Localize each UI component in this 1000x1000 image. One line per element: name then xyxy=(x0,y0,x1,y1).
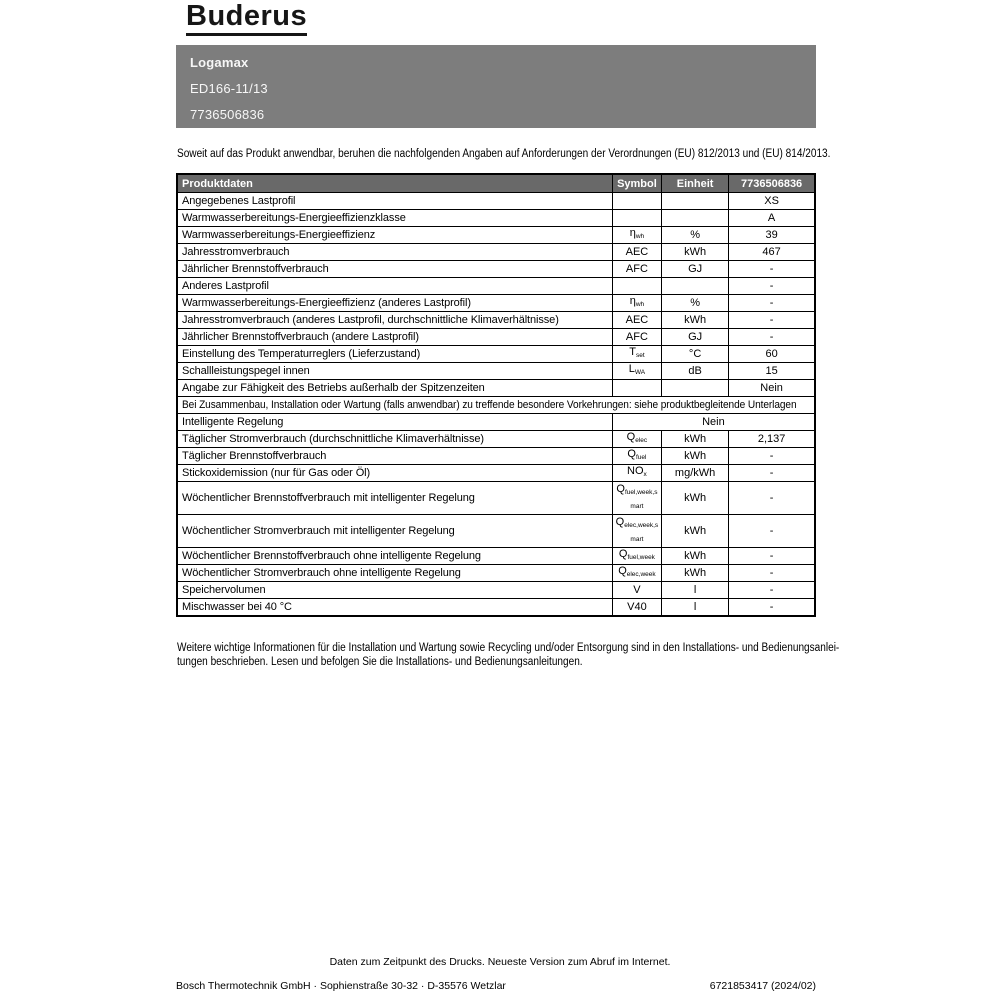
table-row xyxy=(177,193,815,210)
row-label: Jahresstromverbrauch (anderes Lastprofil, durchschnittliche Klimaverhältnisse) xyxy=(177,312,612,329)
table-row xyxy=(177,227,815,244)
row-symbol xyxy=(612,227,661,244)
header-einheit: Einheit xyxy=(662,174,729,193)
row-label: Jahresstromverbrauch xyxy=(177,244,612,261)
row-label: Mischwasser bei 40 °C xyxy=(177,599,612,617)
table-row xyxy=(177,210,815,227)
row-unit xyxy=(662,278,729,295)
table-row xyxy=(177,414,815,431)
row-label: Wöchentlicher Brennstoffverbrauch ohne intelligente Regelung xyxy=(177,548,612,565)
row-unit xyxy=(662,193,729,210)
row-label: Täglicher Stromverbrauch (durchschnittliche Klimaverhältnisse) xyxy=(177,431,612,448)
row-value: Nein xyxy=(729,380,815,397)
product-table-body xyxy=(177,193,815,617)
important-info-line1: Weitere wichtige Informationen für die Installation und Wartung sowie Recycling und/oder Entsorgung sind in den Installations- und Bedienungsanlei- xyxy=(177,642,840,654)
row-symbol xyxy=(612,312,661,329)
row-value: - xyxy=(729,599,815,617)
product-box xyxy=(176,45,816,128)
row-label: Jährlicher Brennstoffverbrauch (andere Lastprofil) xyxy=(177,329,612,346)
symbol-subscript: WA xyxy=(634,369,646,376)
product-model: ED166-11/13 xyxy=(190,81,268,96)
table-row xyxy=(177,515,815,548)
row-value: 60 xyxy=(729,346,815,363)
header-produktdaten: Produktdaten xyxy=(177,174,612,193)
symbol-subscript: set xyxy=(635,352,645,359)
row-label: Stickoxidemission (nur für Gas oder Öl) xyxy=(177,465,612,482)
row-value: XS xyxy=(729,193,815,210)
row-symbol xyxy=(612,548,661,565)
table-row xyxy=(177,548,815,565)
company-address: Bosch Thermotechnik GmbH · Sophienstraße 30-32 · D-35576 Wetzlar xyxy=(176,980,506,992)
symbol-base: Q xyxy=(615,516,625,528)
row-label: Wöchentlicher Stromverbrauch mit intelligenter Regelung xyxy=(177,515,612,548)
symbol-base: Q xyxy=(618,548,628,560)
row-unit: kWh xyxy=(662,515,729,548)
symbol-base: AFC xyxy=(625,263,648,275)
row-unit: kWh xyxy=(662,482,729,515)
row-symbol xyxy=(612,261,661,278)
row-value: A xyxy=(729,210,815,227)
symbol-base: Q xyxy=(627,448,636,460)
important-info-line2: tungen beschrieben. Lesen und befolgen Sie die Installations- und Bedienungsanleitungen. xyxy=(177,656,583,668)
row-symbol xyxy=(612,515,661,548)
symbol-base: η xyxy=(629,295,636,307)
row-symbol xyxy=(612,448,661,465)
document-number: 6721853417 (2024/02) xyxy=(709,980,816,992)
table-row xyxy=(177,431,815,448)
row-symbol xyxy=(612,465,661,482)
row-value: - xyxy=(729,329,815,346)
row-unit xyxy=(662,380,729,397)
symbol-subscript: wh xyxy=(635,233,645,240)
row-value: - xyxy=(729,278,815,295)
row-label: Wöchentlicher Brennstoffverbrauch mit intelligenter Regelung xyxy=(177,482,612,515)
symbol-subscript: elec xyxy=(635,437,648,444)
row-value: - xyxy=(729,312,815,329)
row-symbol xyxy=(612,295,661,312)
row-unit: mg/kWh xyxy=(662,465,729,482)
row-symbol xyxy=(612,482,661,515)
table-row xyxy=(177,565,815,582)
symbol-base: η xyxy=(629,227,636,239)
row-unit: % xyxy=(662,295,729,312)
row-unit: kWh xyxy=(662,548,729,565)
row-unit: kWh xyxy=(662,312,729,329)
row-value: 467 xyxy=(729,244,815,261)
symbol-base: AEC xyxy=(625,246,649,258)
header-article-number: 7736506836 xyxy=(729,174,815,193)
table-row xyxy=(177,465,815,482)
row-note-text: Bei Zusammenbau, Installation oder Wartung (falls anwendbar) zu treffende besondere Vorkehrungen: siehe produktbegleitende Unterlagen xyxy=(182,398,797,411)
symbol-base: AEC xyxy=(625,314,649,326)
table-row xyxy=(177,244,815,261)
row-unit: l xyxy=(662,599,729,617)
row-unit: dB xyxy=(662,363,729,380)
product-brand: Logamax xyxy=(190,55,249,70)
table-row xyxy=(177,380,815,397)
table-row xyxy=(177,363,815,380)
row-symbol xyxy=(612,210,661,227)
row-value: 2,137 xyxy=(729,431,815,448)
row-unit: l xyxy=(662,582,729,599)
symbol-subscript: fuel,week xyxy=(627,554,655,561)
row-symbol xyxy=(612,329,661,346)
row-label: Speichervolumen xyxy=(177,582,612,599)
table-row xyxy=(177,448,815,465)
row-label: Anderes Lastprofil xyxy=(177,278,612,295)
footer-line xyxy=(176,980,816,992)
row-value: - xyxy=(729,295,815,312)
row-label: Schallleistungspegel innen xyxy=(177,363,612,380)
row-label: Warmwasserbereitungs-Energieeffizienzklasse xyxy=(177,210,612,227)
symbol-base: V40 xyxy=(627,601,647,613)
row-symbol xyxy=(612,278,661,295)
table-row xyxy=(177,278,815,295)
table-row xyxy=(177,295,815,312)
row-label: Täglicher Brennstoffverbrauch xyxy=(177,448,612,465)
row-unit: kWh xyxy=(662,431,729,448)
row-label: Warmwasserbereitungs-Energieeffizienz (anderes Lastprofil) xyxy=(177,295,612,312)
row-value: 15 xyxy=(729,363,815,380)
symbol-subscript: elec,week,smart xyxy=(624,522,659,543)
table-header-row xyxy=(177,174,815,193)
row-label: Einstellung des Temperaturreglers (Lieferzustand) xyxy=(177,346,612,363)
symbol-subscript: fuel,week,smart xyxy=(624,489,658,510)
row-symbol xyxy=(612,193,661,210)
buderus-logo: Buderus xyxy=(186,1,307,36)
header-symbol: Symbol xyxy=(612,174,661,193)
symbol-subscript: elec,week xyxy=(626,571,656,578)
row-symbol xyxy=(612,565,661,582)
row-value: - xyxy=(729,515,815,548)
table-row xyxy=(177,482,815,515)
row-unit: kWh xyxy=(662,244,729,261)
table-row xyxy=(177,599,815,617)
row-value: 39 xyxy=(729,227,815,244)
row-label: Jährlicher Brennstoffverbrauch xyxy=(177,261,612,278)
table-row xyxy=(177,261,815,278)
row-symbol xyxy=(612,431,661,448)
table-row xyxy=(177,397,815,414)
product-article-number: 7736506836 xyxy=(190,107,265,122)
table-row xyxy=(177,346,815,363)
row-value: Nein xyxy=(612,414,815,431)
row-value: - xyxy=(729,582,815,599)
print-date-note: Daten zum Zeitpunkt des Drucks. Neueste Version zum Abruf im Internet. xyxy=(329,956,671,968)
row-symbol xyxy=(612,363,661,380)
row-unit: GJ xyxy=(662,329,729,346)
symbol-subscript: x xyxy=(643,471,647,478)
row-unit: kWh xyxy=(662,565,729,582)
regulation-intro-text: Soweit auf das Produkt anwendbar, beruhen die nachfolgenden Angaben auf Anforderungen der Verordnungen (EU) 812/2013 und (EU) 814/2013. xyxy=(177,148,831,160)
row-value: - xyxy=(729,482,815,515)
row-symbol xyxy=(612,582,661,599)
table-row xyxy=(177,582,815,599)
row-symbol xyxy=(612,244,661,261)
row-value: - xyxy=(729,261,815,278)
symbol-base: Q xyxy=(618,565,627,577)
symbol-subscript: wh xyxy=(635,301,645,308)
row-symbol xyxy=(612,599,661,617)
row-label: Angegebenes Lastprofil xyxy=(177,193,612,210)
table-row xyxy=(177,329,815,346)
important-info-text xyxy=(177,641,839,669)
row-unit: GJ xyxy=(662,261,729,278)
row-value: - xyxy=(729,448,815,465)
symbol-base: AFC xyxy=(625,331,648,343)
row-value: - xyxy=(729,565,815,582)
row-value: - xyxy=(729,465,815,482)
row-note xyxy=(177,397,815,414)
symbol-base: L xyxy=(628,363,635,375)
symbol-subscript: fuel xyxy=(635,454,647,461)
row-label: Wöchentlicher Stromverbrauch ohne intelligente Regelung xyxy=(177,565,612,582)
row-unit xyxy=(662,210,729,227)
row-label: Warmwasserbereitungs-Energieeffizienz xyxy=(177,227,612,244)
symbol-base: Q xyxy=(626,431,636,443)
symbol-base: NO xyxy=(627,465,644,477)
row-value: - xyxy=(729,548,815,565)
symbol-base: T xyxy=(629,346,636,358)
row-symbol xyxy=(612,346,661,363)
row-symbol xyxy=(612,380,661,397)
row-unit: °C xyxy=(662,346,729,363)
table-row xyxy=(177,312,815,329)
row-label: Intelligente Regelung xyxy=(177,414,612,431)
row-unit: kWh xyxy=(662,448,729,465)
symbol-base: Q xyxy=(616,483,625,495)
row-unit: % xyxy=(662,227,729,244)
symbol-base: V xyxy=(633,584,641,596)
product-data-table xyxy=(176,173,816,617)
row-label: Angabe zur Fähigkeit des Betriebs außerhalb der Spitzenzeiten xyxy=(177,380,612,397)
